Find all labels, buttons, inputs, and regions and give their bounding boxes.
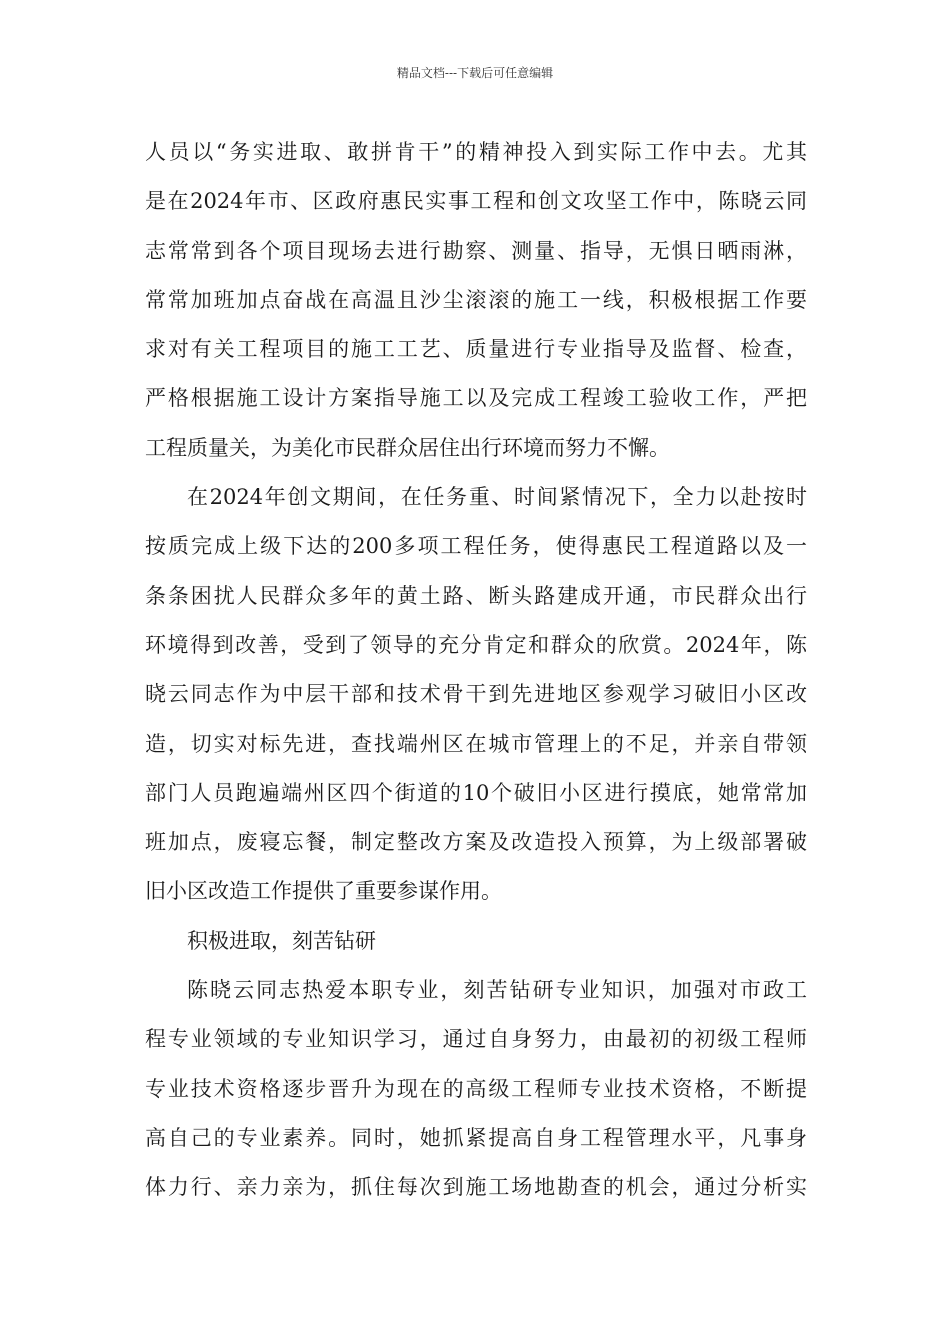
text-line: 班加点，废寝忘餐，制定整改方案及改造投入预算，为上级部署破 (145, 830, 807, 855)
text-line: 程专业领域的专业知识学习，通过自身努力，由最初的初级工程师 (145, 1027, 807, 1052)
text-line: 部门人员跑遍端州区四个街道的10个破旧小区进行摸底，她常常加 (145, 780, 807, 805)
text-line: 环境得到改善，受到了领导的充分肯定和群众的欣赏。2024年，陈 (145, 632, 807, 657)
text-line: 工程质量关，为美化市民群众居住出行环境而努力不懈。 (145, 435, 670, 460)
text-line: 在2024年创文期间，在任务重、时间紧情况下，全力以赴按时 (187, 485, 807, 510)
text-line: 陈晓云同志热爱本职专业，刻苦钻研专业知识，加强对市政工 (187, 978, 807, 1003)
text-line: 条条困扰人民群众多年的黄土路、断头路建成开通，市民群众出行 (145, 583, 807, 608)
text-line: 常常加班加点奋战在高温且沙尘滚滚的施工一线，积极根据工作要 (145, 287, 807, 312)
text-line: 按质完成上级下达的200多项工程任务，使得惠民工程道路以及一 (145, 534, 807, 559)
text-line: 求对有关工程项目的施工工艺、质量进行专业指导及监督、检查， (145, 337, 807, 362)
text-line: 专业技术资格逐步晋升为现在的高级工程师专业技术资格，不断提 (145, 1076, 807, 1101)
text-line: 积极进取，刻苦钻研 (187, 928, 376, 953)
text-line: 严格根据施工设计方案指导施工以及完成工程竣工验收工作，严把 (145, 386, 807, 411)
page-header: 精品文档---下载后可任意编辑 (396, 66, 554, 80)
text-line: 高自己的专业素养。同时，她抓紧提高自身工程管理水平，凡事身 (145, 1125, 807, 1150)
text-line: 体力行、亲力亲为，抓住每次到施工场地勘查的机会，通过分析实 (145, 1175, 807, 1200)
text-line: 旧小区改造工作提供了重要参谋作用。 (145, 879, 502, 904)
text-line: 人员以“务实进取、敢拼肯干”的精神投入到实际工作中去。尤其 (145, 140, 807, 164)
text-line: 造，切实对标先进，查找端州区在城市管理上的不足，并亲自带领 (145, 731, 807, 756)
text-line: 是在2024年市、区政府惠民实事工程和创文攻坚工作中，陈晓云同 (145, 189, 807, 214)
body-text (145, 128, 807, 1213)
text-line: 志常常到各个项目现场去进行勘察、测量、指导，无惧日晒雨淋， (145, 238, 807, 263)
text-line: 晓云同志作为中层干部和技术骨干到先进地区参观学习破旧小区改 (145, 682, 807, 707)
